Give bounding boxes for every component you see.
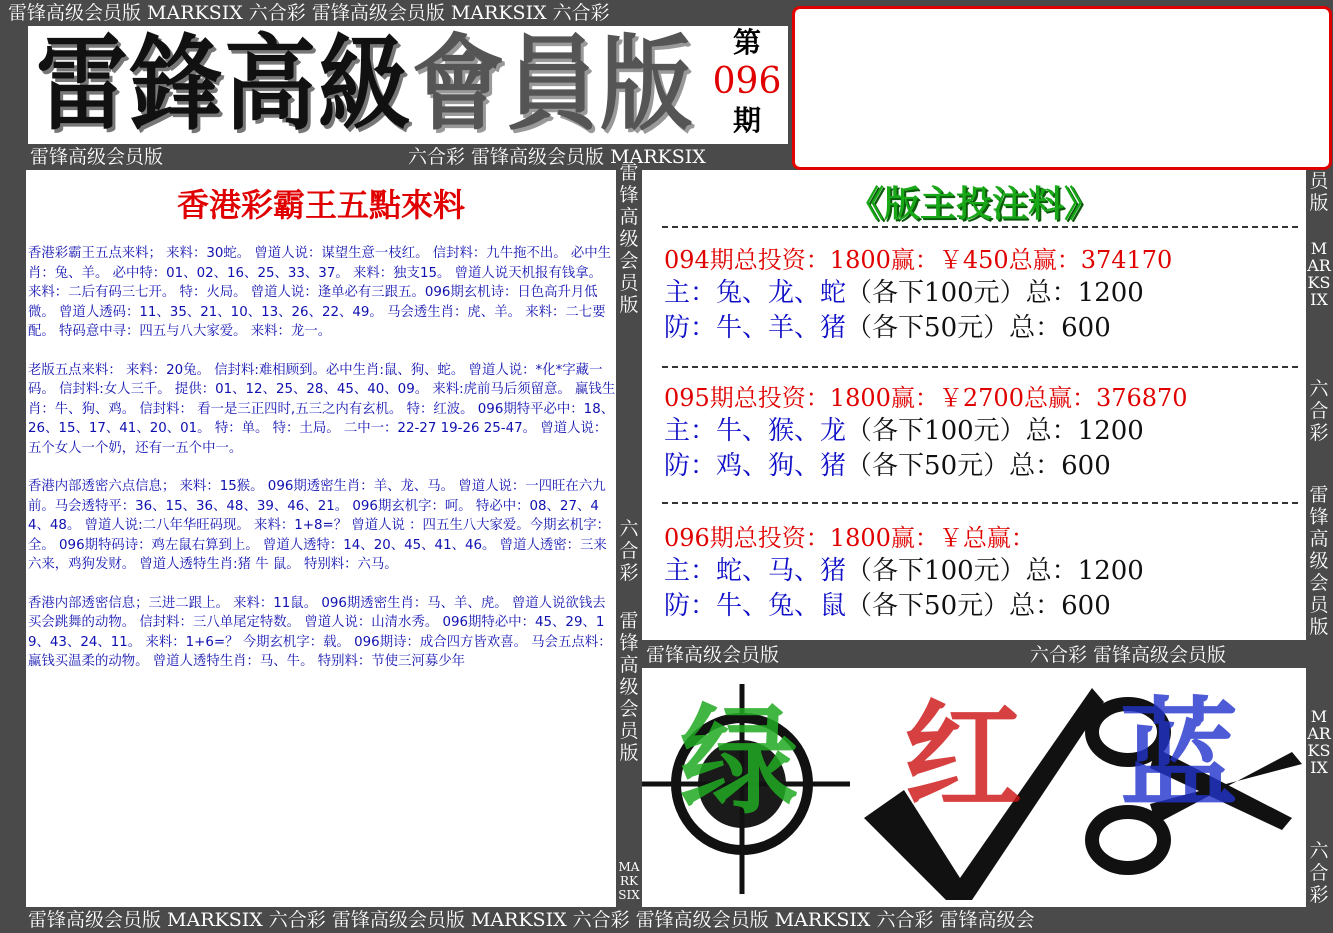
bet-main-animals: 牛、猴、龙 bbox=[716, 416, 847, 446]
right-under-strip-left: 雷锋高级会员版 bbox=[646, 644, 780, 666]
left-content-panel bbox=[26, 170, 616, 907]
issue-suffix: 期 bbox=[732, 104, 761, 137]
issue-number: 096 bbox=[712, 61, 782, 102]
title-glyph-4: 級 bbox=[318, 24, 411, 145]
bet-guard-animals: 牛、兔、鼠 bbox=[716, 591, 847, 621]
divider-line bbox=[662, 226, 1298, 228]
divider-line bbox=[662, 502, 1298, 504]
bet-summary: 095期总投资：1800赢：￥2700总赢：376870 bbox=[664, 384, 1188, 412]
right-panel-title: 《版主投注料》 bbox=[847, 184, 1100, 225]
left-panel-title: 香港彩霸王五點來料 bbox=[176, 186, 465, 224]
bet-main-label: 主： bbox=[664, 556, 717, 586]
bet-main-animals: 蛇、马、猪 bbox=[716, 556, 847, 586]
issue-box bbox=[706, 26, 788, 144]
title-glyph-1: 雷 bbox=[36, 24, 129, 145]
title-glyph-7: 版 bbox=[600, 24, 693, 145]
bet-main-label: 主： bbox=[664, 416, 717, 446]
page-title bbox=[36, 26, 694, 144]
bet-summary: 094期总投资：1800赢：￥450总赢：374170 bbox=[664, 246, 1173, 274]
blue-word: 蓝 bbox=[1120, 686, 1239, 824]
right-betting-panel bbox=[642, 170, 1306, 640]
bet-guard-amount: （各下50元）总：600 bbox=[846, 313, 1111, 343]
bet-main-line bbox=[664, 276, 1304, 311]
right-edge-strip-4: 雷锋高级会员版 bbox=[1309, 484, 1329, 638]
mid-vertical-strip-3: 雷锋高级会员版 bbox=[619, 610, 639, 764]
bet-block-095 bbox=[664, 382, 1304, 484]
issue-prefix: 第 bbox=[732, 26, 761, 59]
blank-notice-box bbox=[792, 6, 1332, 170]
top-watermark-strip: 雷锋高级会员版 MARKSIX 六合彩 雷锋高级会员版 MARKSIX 六合彩 bbox=[8, 2, 610, 24]
right-edge-strip-1: 员版 bbox=[1309, 170, 1329, 214]
bet-guard-line bbox=[664, 311, 1304, 346]
left-paragraph: 香港内部透密信息；三进二跟上。 来料：11鼠。 096期透密生肖：马、羊、虎。 曾道人说欲钱去买会跳舞的动物。 信封料：三八单尾定特数。 曾道人说：山清水秀。 096期特必中：45、29、19、43、24、11。 来料：1+6=？ 今期玄机字：载。 096期诗：成合四方皆欢喜。 马会五点料：赢钱买温柔的动物。 曾道人透特生肖：马、牛。 特别料：节使三河募少年 bbox=[28, 595, 612, 669]
bet-guard-label: 防： bbox=[664, 591, 717, 621]
mid-vertical-strip-1: 雷锋高级会员版 bbox=[619, 162, 639, 316]
title-glyph-5: 會 bbox=[412, 24, 505, 145]
left-paragraph: 老版五点来料： 来料：20兔。 信封料:难相顾到。必中生肖:鼠、狗、蛇。 曾道人说：*化*字藏一码。 信封料:女人三千。 提供：01、12、25、28、45、40、09。 来料:虎前马后须留意。 赢钱生肖：牛、狗、鸡。 信封料： 看一是三正四时,五三之内有玄机。 特：红波。 096期特平必中：18、26、15、17、41、20、01。 特：单。 特：土局。 二中一：22-27 19-26 25-47。 曾道人说：五个女人一个奶，还有一五个中一。 bbox=[28, 362, 616, 456]
bet-summary: 096期总投资：1800赢：￥总赢： bbox=[664, 524, 1035, 552]
under-header-strip-right: 六合彩 雷锋高级会员版 MARKSIX bbox=[408, 146, 706, 168]
right-edge-strip-2: MARKSIX bbox=[1307, 240, 1331, 309]
left-paragraph: 香港内部透密六点信息； 来料：15猴。 096期透密生肖：羊、龙、马。 曾道人说：一四旺在六九前。马会透特平：36、15、36、48、39、46、21。 096期玄机字：呵。 特必中：08、27、44、48。 曾道人说:二八年华旺码现。 来料：1+8=？ 曾道人说 ：四五生八大家爱。今期玄机字：全。 096期特码诗：鸡左鼠右算到上。 曾道人透特：14、20、45、41、46。 曾道人透密：三来六来，鸡狗发财。 曾道人透特生肖:猪 牛 鼠。 特别料：六马。 bbox=[28, 479, 611, 572]
right-edge-strip-5: MARKSIX bbox=[1307, 708, 1331, 777]
bottom-watermark-strip: 雷锋高级会员版 MARKSIX 六合彩 雷锋高级会员版 MARKSIX 六合彩 雷锋高级会员版 MARKSIX 六合彩 雷锋高级会 bbox=[28, 909, 1035, 931]
right-edge-strip-6: 六合彩 bbox=[1309, 840, 1329, 906]
bet-guard-line bbox=[664, 589, 1304, 624]
bet-guard-animals: 牛、羊、猪 bbox=[716, 313, 847, 343]
left-panel-body bbox=[28, 244, 616, 691]
bet-main-amount: （各下100元）总：1200 bbox=[846, 278, 1144, 308]
bet-main-amount: （各下100元）总：1200 bbox=[846, 416, 1144, 446]
title-glyph-2: 鋒 bbox=[130, 24, 223, 145]
bet-guard-animals: 鸡、狗、猪 bbox=[716, 451, 847, 481]
divider-line bbox=[662, 366, 1298, 368]
title-glyph-3: 高 bbox=[224, 24, 317, 145]
under-header-strip-left: 雷锋高级会员版 bbox=[30, 146, 164, 168]
right-edge-strip-3: 六合彩 bbox=[1309, 378, 1329, 444]
right-under-strip-right: 六合彩 雷锋高级会员版 bbox=[1030, 644, 1227, 666]
bet-guard-amount: （各下50元）总：600 bbox=[846, 591, 1111, 621]
bet-block-096 bbox=[664, 522, 1304, 624]
left-paragraph: 香港彩霸王五点来料； 来料：30蛇。 曾道人说：谋望生意一枝红。 信封料：九牛拖不出。 必中生肖：兔、羊。 必中特：01、02、16、25、33、37。 来料：独支15。 曾道人说天机报有钱拿。 来料：二后有码三七开。 特：火局。 曾道人说：逢单必有三跟五。096期玄机诗：日色高升月低微。 曾道人透码：11、35、21、10、13、26、22、49。 马会透生肖：虎、羊。 来料：二七要配。 特码意中寻：四五与八大家爱。 来料：龙一。 bbox=[28, 246, 612, 339]
bet-main-label: 主： bbox=[664, 278, 717, 308]
green-word: 绿 bbox=[680, 692, 799, 830]
bet-guard-label: 防： bbox=[664, 313, 717, 343]
header-title-box bbox=[28, 26, 706, 144]
bet-main-animals: 兔、龙、蛇 bbox=[716, 278, 847, 308]
mid-vertical-strip-4: MARKSIX bbox=[618, 860, 640, 902]
bet-main-line bbox=[664, 414, 1304, 449]
bet-guard-line bbox=[664, 449, 1304, 484]
bet-main-amount: （各下100元）总：1200 bbox=[846, 556, 1144, 586]
bet-main-line bbox=[664, 554, 1304, 589]
mid-vertical-strip-2: 六合彩 bbox=[619, 518, 639, 584]
bet-guard-label: 防： bbox=[664, 451, 717, 481]
bet-block-094 bbox=[664, 244, 1304, 346]
color-art-panel bbox=[642, 668, 1306, 907]
bet-guard-amount: （各下50元）总：600 bbox=[846, 451, 1111, 481]
title-glyph-6: 員 bbox=[506, 24, 599, 145]
red-word: 红 bbox=[904, 688, 1023, 826]
